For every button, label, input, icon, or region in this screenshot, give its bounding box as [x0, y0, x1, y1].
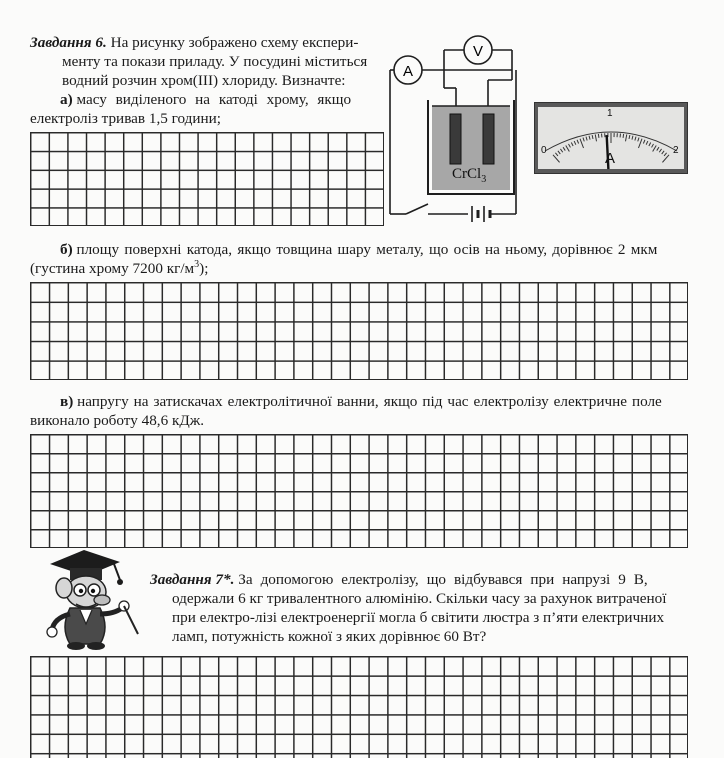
meter-tick [659, 149, 661, 152]
task6-part-c [30, 392, 690, 430]
meter-scale-0: 0 [541, 145, 547, 156]
task7-line1: За допомогою електролізу, що відбувався при напрузі 9 В, [238, 571, 648, 588]
meter-tick [553, 155, 560, 163]
meter-tick [632, 136, 633, 140]
meter-tick [638, 139, 642, 148]
meter-tick [646, 141, 648, 145]
part-c-line1: напругу на затискачах електролітичної ванни, якщо під час електролізу електричне поле [77, 393, 662, 410]
electrode-left [450, 114, 461, 164]
part-a-label: а) [60, 91, 73, 108]
task7-line2: одержали 6 кг тривалентного алюмінію. Скільки часу за рахунок витраченої [172, 590, 667, 607]
professor-cartoon [40, 548, 140, 650]
meter-tick [555, 153, 558, 156]
part-a-line2: електроліз тривав 1,5 години; [30, 110, 221, 127]
meter-unit: A [605, 150, 616, 167]
part-b-superscript: 3 [194, 258, 200, 270]
meter-tick [626, 134, 627, 141]
circuit-diagram [388, 28, 538, 232]
meter-tick [577, 140, 579, 144]
meter-tick [653, 146, 657, 152]
ammeter-photo [534, 102, 688, 174]
meter-tick [595, 134, 596, 141]
task6-part-a [30, 90, 382, 128]
meter-tick [657, 147, 659, 150]
answer-grid-c[interactable] [30, 434, 688, 548]
meter-tick [629, 135, 630, 139]
voltmeter-label: V [472, 43, 484, 60]
meter-tick [635, 137, 636, 141]
meter-tick [638, 138, 639, 142]
meter-tick [569, 144, 571, 148]
part-b-label: б) [60, 241, 73, 258]
task7-title: Завдання 7*. [150, 571, 235, 588]
answer-grid-task7[interactable] [30, 656, 688, 758]
task7-line4: ламп, потужність кожної з яких дорівнює 60 Вт? [172, 628, 487, 645]
electrolyte-formula: CrCl$_3$ [452, 166, 487, 185]
meter-tick [589, 136, 590, 140]
meter-scale-1: 1 [607, 108, 613, 119]
meter-tick [574, 141, 576, 145]
meter-tick [649, 142, 651, 146]
meter-tick [560, 149, 562, 152]
meter-tick [598, 134, 599, 138]
task6-intro-line2: менту та покази приладу. У посудині міститься [62, 53, 368, 70]
meter-tick [566, 146, 570, 152]
task7-text [150, 570, 690, 646]
meter-tick [662, 151, 664, 154]
part-b-line2-end: ); [199, 260, 209, 277]
task6-part-b [30, 240, 690, 278]
meter-tick [583, 138, 584, 142]
meter-tick [664, 153, 667, 156]
meter-tick [580, 139, 584, 148]
part-b-line2: (густина хрому 7200 кг/м [30, 260, 195, 277]
answer-grid-b[interactable] [30, 282, 688, 380]
meter-tick [558, 151, 560, 154]
ammeter-label: A [402, 63, 414, 80]
meter-tick [623, 134, 624, 138]
meter-tick [571, 142, 573, 146]
part-b-line1: площу поверхні катода, якщо товщина шару металу, що осів на ньому, дорівнює 2 мкм [76, 241, 658, 258]
task6-title: Завдання 6. [30, 34, 107, 51]
meter-tick [643, 140, 645, 144]
task6-intro-line3: водний розчин хром(ІІІ) хлориду. Визначте: [62, 72, 346, 89]
electrode-right [483, 114, 494, 164]
meter-scale-2: 2 [673, 145, 679, 156]
meter-tick [563, 147, 565, 150]
task7-line3: при електро-лізі електроенергії могла б світити люстра з п’яти електричних [172, 609, 665, 626]
part-c-label: в) [60, 393, 74, 410]
task6-intro [30, 33, 390, 90]
meter-tick [652, 144, 654, 148]
task6-intro-line1: На рисунку зображено схему експери- [110, 34, 359, 51]
part-a-line1: масу виділеного на катоді хрому, якщо [76, 91, 352, 108]
part-c-line2: виконало роботу 48,6 кДж. [30, 412, 205, 429]
meter-tick [586, 137, 587, 141]
meter-tick [592, 135, 593, 139]
meter-tick [662, 155, 669, 163]
answer-grid-a[interactable] [30, 132, 384, 226]
